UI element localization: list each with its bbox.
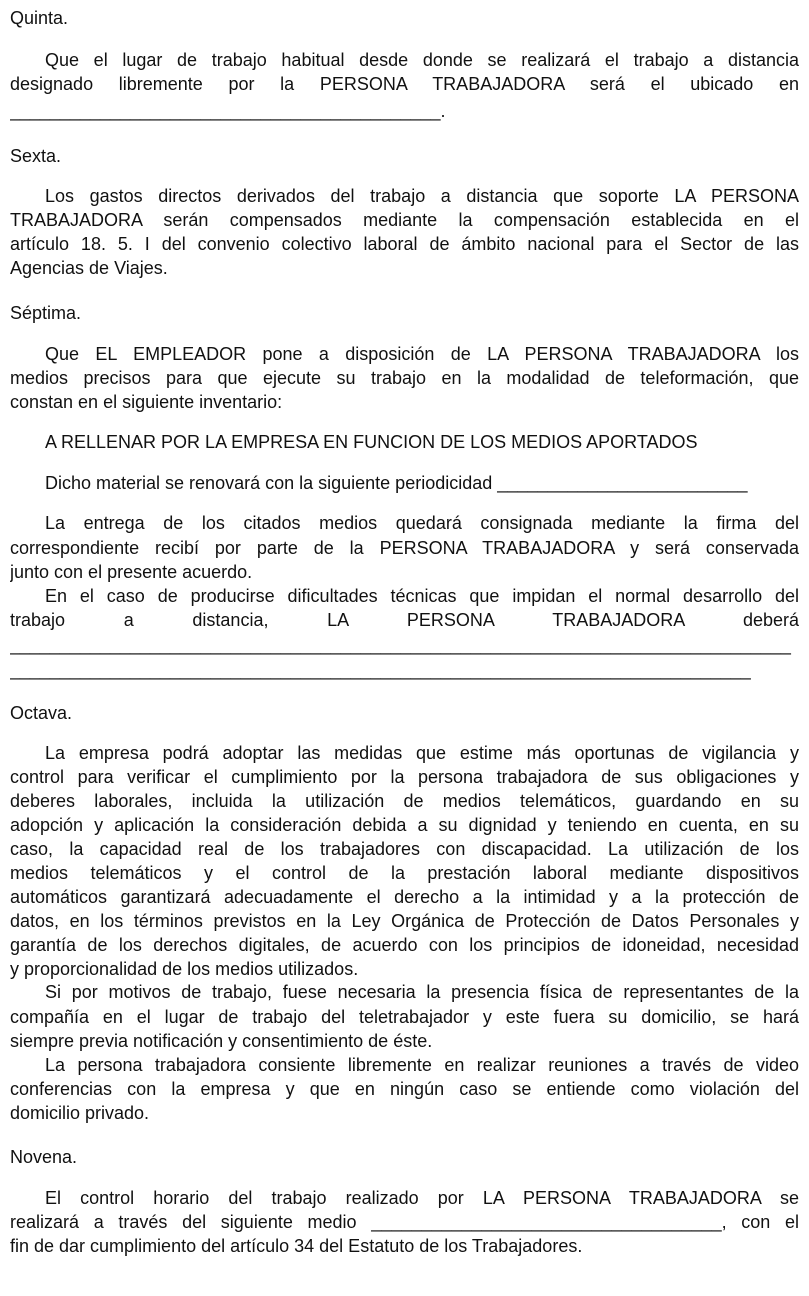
text-line: deberes laborales, incluida la utilización de medios telemáticos, guardando en su — [10, 791, 799, 811]
section-heading: Octava. — [10, 703, 73, 723]
blank-field: ___________________________________________. — [10, 101, 446, 121]
text-line: La persona trabajadora consiente libremente en realizar reuniones a través de video — [45, 1055, 799, 1075]
text-line: artículo 18. 5. I del convenio colectivo laboral de ámbito nacional para el Sector de las — [10, 234, 799, 254]
section-heading: Séptima. — [10, 303, 82, 323]
text-line: A RELLENAR POR LA EMPRESA EN FUNCION DE LOS MEDIOS APORTADOS — [45, 432, 698, 452]
text-line: conferencias con la empresa y que en ningún caso se entiende como violación del — [10, 1079, 799, 1099]
text-line: Si por motivos de trabajo, fuese necesaria la presencia física de representantes de la — [45, 982, 799, 1002]
text-line: Que el lugar de trabajo habitual desde donde se realizará el trabajo a distancia — [45, 50, 799, 70]
blank-field: Dicho material se renovará con la siguiente periodicidad _________________________ — [45, 473, 748, 493]
text-line: designado libremente por la PERSONA TRABAJADORA será el ubicado en — [10, 74, 799, 94]
text-line: En el caso de producirse dificultades técnicas que impidan el normal desarrollo del — [45, 586, 799, 606]
text-line: datos, en los términos previstos en la Ley Orgánica de Protección de Datos Personales y — [10, 911, 799, 931]
text-line: TRABAJADORA serán compensados mediante la compensación establecida en el — [10, 210, 799, 230]
text-line: constan en el siguiente inventario: — [10, 392, 283, 412]
text-line: El control horario del trabajo realizado por LA PERSONA TRABAJADORA se — [45, 1188, 799, 1208]
text-line: correspondiente recibí por parte de la PERSONA TRABAJADORA y será conservada — [10, 538, 799, 558]
text-line: y proporcionalidad de los medios utilizados. — [10, 959, 359, 979]
section-heading: Quinta. — [10, 8, 69, 28]
section-heading: Sexta. — [10, 146, 62, 166]
text-line: La empresa podrá adoptar las medidas que estime más oportunas de vigilancia y — [45, 743, 799, 763]
text-line: trabajo a distancia, LA PERSONA TRABAJADORA deberá — [10, 610, 799, 630]
blank-field: __________________________________________________________________________ — [10, 660, 751, 680]
text-line: medios precisos para que ejecute su trabajo en la modalidad de teleformación, que — [10, 368, 799, 388]
text-line: compañía en el lugar de trabajo del teletrabajador y este fuera su domicilio, se hará — [10, 1007, 799, 1027]
text-line: control para verificar el cumplimiento por la persona trabajadora de sus obligaciones y — [10, 767, 799, 787]
text-line: realizará a través del siguiente medio ___________________________________, con el — [10, 1212, 799, 1232]
text-line: La entrega de los citados medios quedará consignada mediante la firma del — [45, 513, 799, 533]
section-heading: Novena. — [10, 1147, 78, 1167]
text-line: Los gastos directos derivados del trabajo a distancia que soporte LA PERSONA — [45, 186, 799, 206]
text-line: siempre previa notificación y consentimiento de éste. — [10, 1031, 433, 1051]
blank-field: ______________________________________________________________________________ — [10, 635, 791, 655]
text-line: junto con el presente acuerdo. — [10, 562, 253, 582]
text-line: domicilio privado. — [10, 1103, 150, 1123]
text-line: adopción y aplicación la consideración debida a su dignidad y teniendo en cuenta, en su — [10, 815, 799, 835]
text-line: Agencias de Viajes. — [10, 258, 168, 278]
text-line: garantía de los derechos digitales, de acuerdo con los principios de idoneidad, necesidad — [10, 935, 799, 955]
text-line: medios telemáticos y el control de la prestación laboral mediante dispositivos — [10, 863, 799, 883]
text-line: caso, la capacidad real de los trabajadores con discapacidad. La utilización de los — [10, 839, 799, 859]
text-line: automáticos garantizará adecuadamente el derecho a la intimidad y a la protección de — [10, 887, 799, 907]
text-line: Que EL EMPLEADOR pone a disposición de LA PERSONA TRABAJADORA los — [45, 344, 799, 364]
text-line: fin de dar cumplimiento del artículo 34 del Estatuto de los Trabajadores. — [10, 1236, 583, 1256]
